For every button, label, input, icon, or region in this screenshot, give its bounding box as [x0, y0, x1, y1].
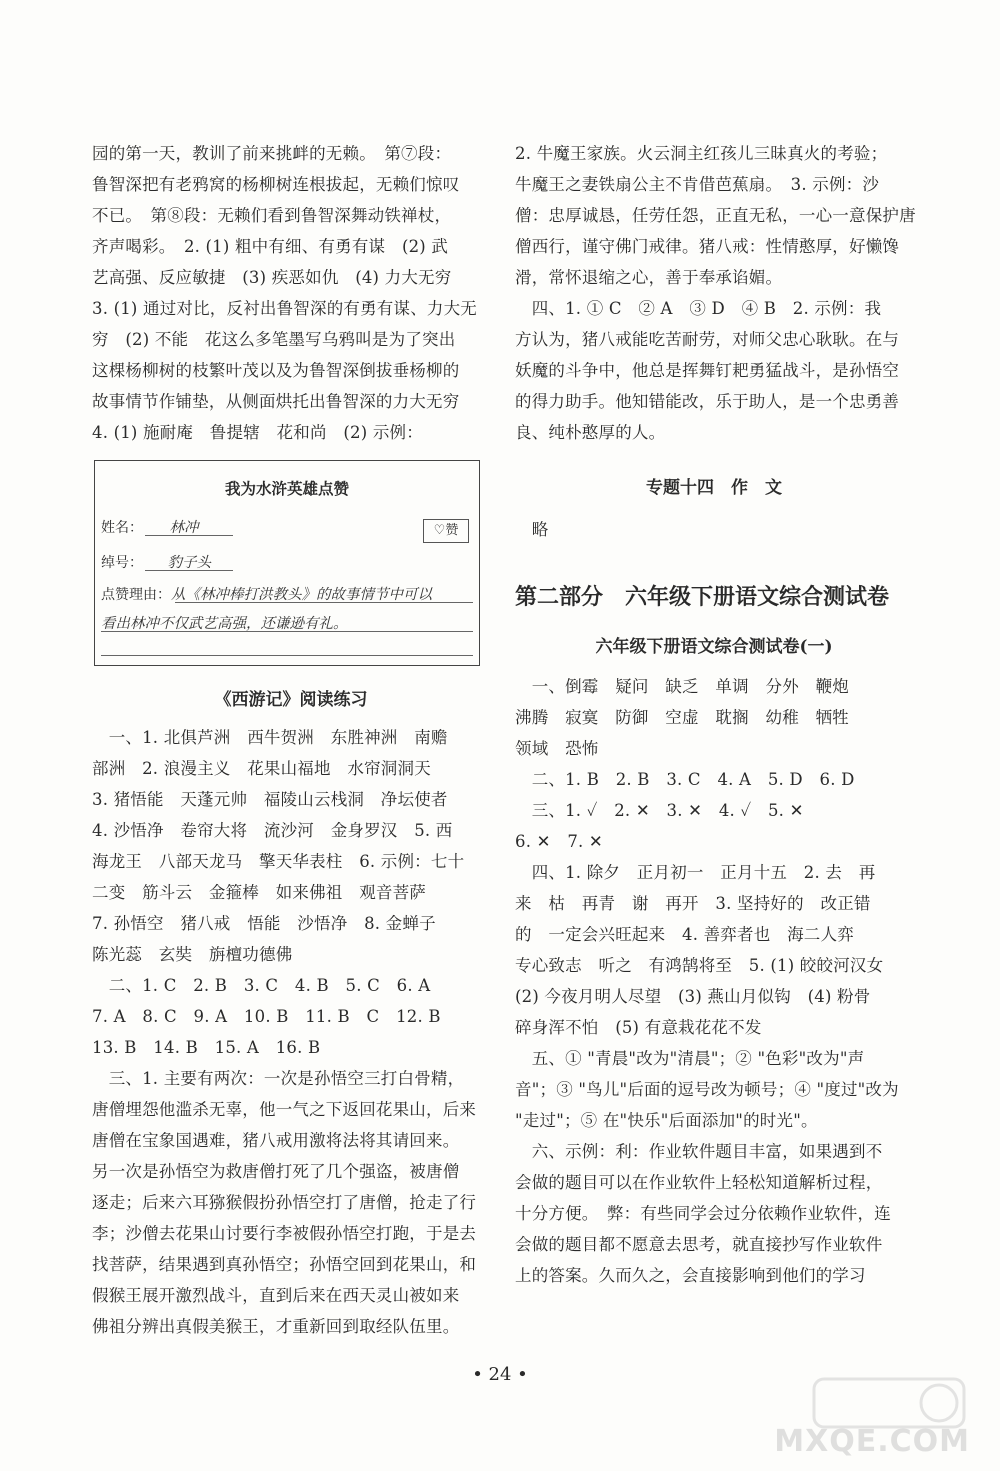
text-line: 找菩萨，结果遇到真孙悟空；孙悟空回到花果山，和	[92, 1255, 477, 1274]
text-line: 上的答案。久而久之，会直接影响到他们的学习	[515, 1266, 866, 1285]
text-line: 四、1. 除夕 正月初一 正月十五 2. 去 再	[515, 863, 876, 882]
text-line: 会做的题目可以在作业软件上轻松知道解析过程，	[515, 1173, 883, 1192]
part-title: 第二部分 六年级下册语文综合测试卷	[515, 584, 890, 610]
left-bottom-text	[92, 722, 490, 1342]
text-line: 唐僧埋怨他滥杀无辜，他一气之下返回花果山，后来	[92, 1100, 477, 1119]
text-line: 3. (1) 通过对比，反衬出鲁智深的有勇有谋、力大无	[92, 299, 478, 318]
text-line: 四、1. ① C ② A ③ D ④ B 2. 示例：我	[515, 299, 882, 318]
text-line: 略	[515, 520, 549, 539]
text-line: 陈光蕊 玄奘 旃檀功德佛	[92, 945, 293, 964]
hero-praise-card	[94, 460, 480, 666]
text-line: 一、倒霉 疑问 缺乏 单调 分外 鞭炮	[515, 677, 849, 696]
text-line: 僧西行，谨守佛门戒律。猪八戒：性情憨厚，好懒馋	[515, 237, 900, 256]
text-line: 13. B 14. B 15. A 16. B	[92, 1038, 321, 1057]
text-line: 碎身浑不怕 (5) 有意栽花花不发	[515, 1018, 762, 1037]
page-number: • 24 •	[472, 1364, 528, 1385]
section-title-xiyouji: 《西游记》阅读练习	[214, 690, 368, 710]
nickname-row	[101, 551, 211, 572]
name-underline	[145, 535, 233, 536]
reason-line-1: 从《林冲棒打洪教头》的故事情节中可以	[171, 587, 432, 603]
text-line: 李；沙僧去花果山讨要行李被假孙悟空打跑，于是去	[92, 1224, 477, 1243]
text-line: 滑，常怀退缩之心，善于奉承谄媚。	[515, 268, 783, 287]
reason-underline-3	[101, 655, 473, 656]
text-line: 沸腾 寂寞 防御 空虚 耽搁 幼稚 牺牲	[515, 708, 849, 727]
text-line: 齐声喝彩。 2. (1) 粗中有细、有勇有谋 (2) 武	[92, 237, 449, 256]
text-line: 唐僧在宝象国遇难，猪八戒用激将法将其请回来。	[92, 1131, 460, 1150]
reason-underline-2	[101, 631, 473, 632]
text-line: 一、1. 北俱芦洲 西牛贺洲 东胜神洲 南赡	[92, 728, 448, 747]
text-line: 海龙王 八部天龙马 擎天华表柱 6. 示例：七十	[92, 852, 465, 871]
watermark-logo	[774, 1373, 974, 1463]
text-line: 二、1. B 2. B 3. C 4. A 5. D 6. D	[515, 770, 855, 789]
text-line: 专心致志 听之 有鸿鹄将至 5. (1) 皎皎河汉女	[515, 956, 884, 975]
left-column	[92, 138, 490, 1342]
text-line: 良、纯朴憨厚的人。	[515, 423, 666, 442]
text-line: 会做的题目都不愿意去思考，就直接抄写作业软件	[515, 1235, 883, 1254]
topic-body	[515, 514, 913, 545]
text-line: 五、① "青晨"改为"清晨"；② "色彩"改为"声	[515, 1049, 865, 1068]
text-line: 2. 牛魔王家族。火云洞主红孩儿三昧真火的考验；	[515, 144, 888, 163]
text-line: 部洲 2. 浪漫主义 花果山福地 水帘洞洞天	[92, 759, 431, 778]
reason-row-2	[101, 612, 348, 633]
topic-title: 专题十四 作 文	[646, 478, 782, 498]
text-line: 领域 恐怖	[515, 739, 599, 758]
text-line: 3. 猪悟能 天蓬元帅 福陵山云栈洞 净坛使者	[92, 790, 448, 809]
text-line: "走过"；⑤ 在"快乐"后面添加"的时光"。	[515, 1111, 818, 1130]
right-bottom-text	[515, 671, 913, 1291]
text-line: 的 一定会兴旺起来 4. 善弈者也 海二人弈	[515, 925, 854, 944]
text-line: 这棵杨柳树的枝繁叶茂以及为鲁智深倒拔垂杨柳的	[92, 361, 460, 380]
text-line: 方认为，猪八戒能吃苦耐劳，对师父忠心耿耿。在与	[515, 330, 900, 349]
text-line: 假猴王展开激烈战斗，直到后来在西天灵山被如来	[92, 1286, 460, 1305]
text-line: 7. 孙悟空 猪八戒 悟能 沙悟净 8. 金蝉子	[92, 914, 436, 933]
reason-underline-1	[175, 602, 473, 603]
text-line: 故事情节作铺垫，从侧面烘托出鲁智深的力大无穷	[92, 392, 460, 411]
text-line: 牛魔王之妻铁扇公主不肯借芭蕉扇。 3. 示例：沙	[515, 175, 880, 194]
like-badge: ♡赞	[423, 519, 469, 543]
text-line: 穷 (2) 不能 花这么多笔墨写乌鸦叫是为了突出	[92, 330, 456, 349]
reason-line-2: 看出林冲不仅武艺高强，还谦逊有礼。	[101, 616, 348, 632]
watermark-text: MXQE.COM	[774, 1424, 970, 1459]
test-subtitle: 六年级下册语文综合测试卷(一)	[595, 637, 833, 657]
text-line: 6. ✕ 7. ✕	[515, 832, 603, 851]
nickname-label: 绰号：	[101, 555, 143, 571]
text-line: 妖魔的斗争中，他总是挥舞钉耙勇猛战斗，是孙悟空	[515, 361, 900, 380]
text-line: 十分方便。 弊：有些同学会过分依赖作业软件，连	[515, 1204, 891, 1223]
text-line: 艺高强、反应敏捷 (3) 疾恶如仇 (4) 力大无穷	[92, 268, 452, 287]
right-column	[515, 138, 916, 1291]
text-line: 7. A 8. C 9. A 10. B 11. B C 12. B	[92, 1007, 441, 1026]
text-line: 佛祖分辨出真假美猴王，才重新回到取经队伍里。	[92, 1317, 460, 1336]
reason-label: 点赞理由：	[101, 587, 171, 603]
text-line: 僧：忠厚诚恳，任劳任怨，正直无私，一心一意保护唐	[515, 206, 916, 225]
text-line: 另一次是孙悟空为救唐僧打死了几个强盗，被唐僧	[92, 1162, 460, 1181]
text-line: 二变 筋斗云 金箍棒 如来佛祖 观音菩萨	[92, 883, 426, 902]
text-line: 鲁智深把有老鸦窝的杨柳树连根拔起，无赖们惊叹	[92, 175, 460, 194]
text-line: 三、1. ✓ 2. ✕ 3. ✕ 4. ✓ 5. ✕	[515, 801, 804, 820]
text-line: (2) 今夜月明人尽望 (3) 燕山月似钩 (4) 粉骨	[515, 987, 871, 1006]
name-row	[101, 516, 198, 537]
text-line: 4. (1) 施耐庵 鲁提辖 花和尚 (2) 示例：	[92, 423, 423, 442]
text-line: 园的第一天，教训了前来挑衅的无赖。 第⑦段：	[92, 144, 452, 163]
text-line: 二、1. C 2. B 3. C 4. B 5. C 6. A	[92, 976, 431, 995]
text-line: 4. 沙悟净 卷帘大将 流沙河 金身罗汉 5. 西	[92, 821, 453, 840]
name-label: 姓名：	[101, 520, 143, 536]
text-line: 三、1. 主要有两次：一次是孙悟空三打白骨精，	[92, 1069, 465, 1088]
text-line: 不已。 第⑧段：无赖们看到鲁智深舞动铁禅杖，	[92, 206, 452, 225]
right-top-text	[515, 138, 916, 448]
name-value: 林冲	[169, 520, 199, 536]
nickname-underline	[145, 570, 233, 571]
reason-row	[101, 583, 432, 604]
text-line: 来 枯 再青 谢 再开 3. 坚持好的 改正错	[515, 894, 871, 913]
nickname-value: 豹子头	[167, 555, 211, 571]
text-line: 逐走；后来六耳猕猴假扮孙悟空打了唐僧，抢走了行	[92, 1193, 477, 1212]
text-line: 音"；③ "鸟儿"后面的逗号改为顿号；④ "度过"改为	[515, 1080, 899, 1099]
card-title: 我为水浒英雄点赞	[224, 479, 349, 498]
left-top-text	[92, 138, 490, 448]
text-line: 六、示例：利：作业软件题目丰富，如果遇到不	[515, 1142, 883, 1161]
text-line: 的得力助手。他知错能改，乐于助人，是一个忠勇善	[515, 392, 900, 411]
